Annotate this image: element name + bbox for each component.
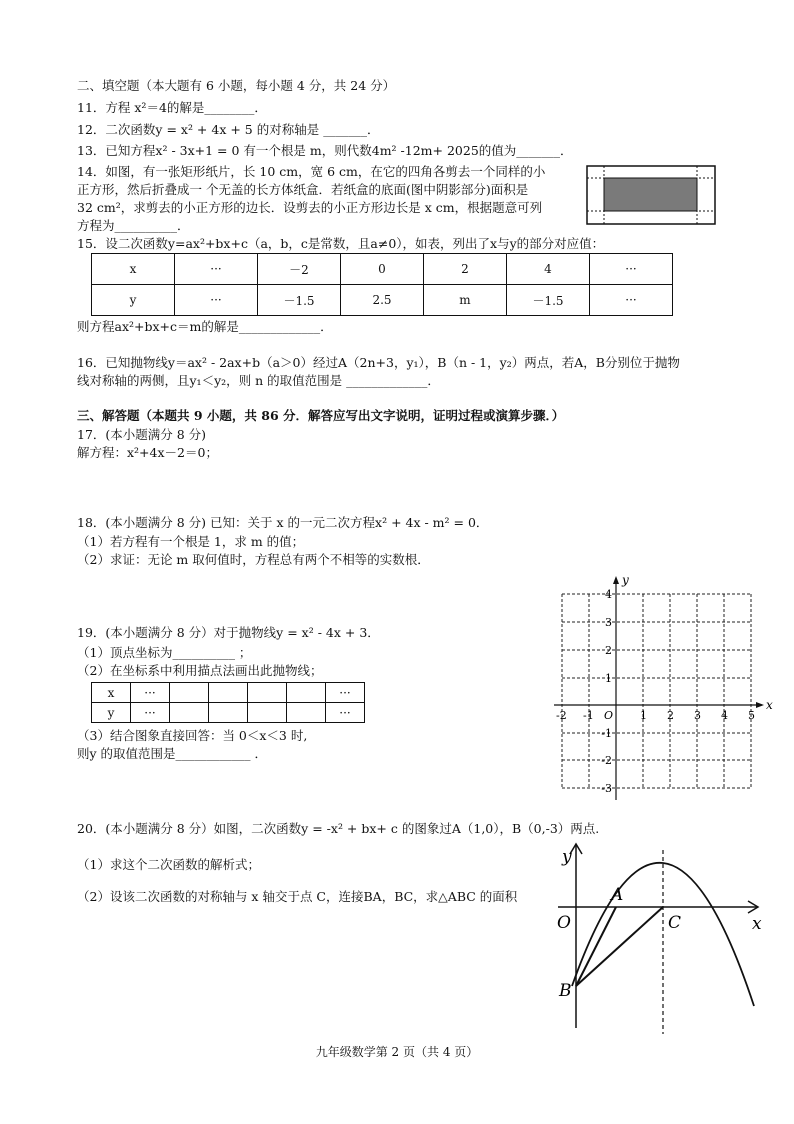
table-cell: y <box>92 703 131 723</box>
table-cell: 2 <box>424 254 507 285</box>
question-19-part3: （3）结合图象直接回答：当 0＜x＜3 时, <box>77 728 308 743</box>
x-tick-label: 1 <box>640 709 647 722</box>
question-13: 13．已知方程x² - 3x+1 = 0 有一个根是 m，则代数4m² -12m+ 2025的值为_______． <box>77 143 573 158</box>
table-cell[interactable] <box>170 703 209 723</box>
origin-label: O <box>557 913 571 933</box>
table-cell: ··· <box>590 285 673 316</box>
y-tick-label: -2 <box>601 754 612 767</box>
table-cell: ··· <box>175 254 258 285</box>
x-tick-label: 5 <box>748 709 755 722</box>
segment-ba <box>576 907 616 986</box>
y-tick-label: 3 <box>605 616 612 629</box>
question-17-body: 解方程：x²+4x－2＝0； <box>77 445 218 460</box>
point-b-label: B <box>559 981 572 1001</box>
q15-value-table <box>91 253 673 316</box>
y-tick-label: 2 <box>605 644 612 657</box>
question-14-line3: 32 cm²，求剪去的小正方形的边长．设剪去的小正方形边长是 x cm，根据题意可列 <box>77 200 543 215</box>
y-tick-label: 1 <box>605 672 612 685</box>
table-cell: x <box>92 683 131 703</box>
question-14-line2: 正方形，然后折叠成一 个无盖的长方体纸盒．若纸盒的底面(图中阴影部分)面积是 <box>77 182 529 197</box>
table-cell: ··· <box>175 285 258 316</box>
question-19-part4: 则y 的取值范围是____________ ． <box>77 746 268 761</box>
table-cell: 0 <box>341 254 424 285</box>
y-axis-label: y <box>622 573 629 587</box>
question-18-head: 18．(本小题满分 8 分) 已知：关于 x 的一元二次方程x² + 4x - m² = 0． <box>77 515 489 530</box>
table-cell: y <box>92 285 175 316</box>
table-cell[interactable] <box>287 683 326 703</box>
question-20-head: 20．(本小题满分 8 分）如图，二次函数y = -x² + bx+ c 的图象过A（1,0），B（0,-3）两点. <box>77 821 600 836</box>
table-cell: －1.5 <box>507 285 590 316</box>
table-row <box>92 703 365 723</box>
question-14-line1: 14．如图，有一张矩形纸片，长 10 cm，宽 6 cm，在它的四角各剪去一个同样的小 <box>77 164 546 179</box>
y-tick-label: 4 <box>605 588 612 601</box>
table-row <box>92 683 365 703</box>
table-cell: ··· <box>326 683 365 703</box>
coordinate-grid <box>536 572 776 804</box>
page-footer: 九年级数学第 2 页（共 4 页） <box>315 1045 479 1059</box>
x-axis-label: x <box>752 914 762 934</box>
question-15-line2: 则方程ax²+bx+c＝m的解是_____________． <box>77 319 333 334</box>
y-tick-label: -3 <box>601 782 612 795</box>
table-cell: ··· <box>326 703 365 723</box>
table-cell[interactable] <box>209 683 248 703</box>
x-tick-label: 3 <box>694 709 701 722</box>
table-cell: ··· <box>131 703 170 723</box>
table-cell: ··· <box>590 254 673 285</box>
table-cell[interactable] <box>209 703 248 723</box>
point-a-label: A <box>611 885 624 905</box>
table-row <box>92 285 673 316</box>
x-tick-label: 4 <box>721 709 728 722</box>
x-tick-label: -2 <box>556 709 567 722</box>
y-axis-label: y <box>562 847 572 867</box>
question-16-line2: 线对称轴的两侧，且y₁＜y₂，则 n 的取值范围是 _____________． <box>77 373 440 388</box>
table-cell: ··· <box>131 683 170 703</box>
question-15-line1: 15．设二次函数y=ax²+bx+c（a，b，c是常数，且a≠0），如表，列出了x与y的部分对应值： <box>77 236 605 251</box>
x-tick-label: 2 <box>667 709 674 722</box>
x-tick-label: -1 <box>583 709 594 722</box>
table-cell[interactable] <box>170 683 209 703</box>
table-cell: 2.5 <box>341 285 424 316</box>
x-axis-label: x <box>766 698 773 712</box>
question-19-part2: （2）在坐标系中利用描点法画出此抛物线； <box>77 663 323 678</box>
table-cell: －2 <box>258 254 341 285</box>
parabola-figure <box>548 838 774 1034</box>
table-cell[interactable] <box>248 683 287 703</box>
fill-blank-section-title: 二、填空题（本大题有 6 小题，每小题 4 分，共 24 分） <box>77 78 396 93</box>
point-c-label: C <box>668 913 682 933</box>
question-18-part2: （2）求证：无论 m 取何值时，方程总有两个不相等的实数根． <box>77 552 430 567</box>
question-19-head: 19．(本小题满分 8 分）对于抛物线y = x² - 4x + 3． <box>77 625 380 640</box>
table-cell: 4 <box>507 254 590 285</box>
question-19-part1: （1）顶点坐标为__________ ； <box>77 645 252 660</box>
question-11: 11．方程 x²＝4的解是________． <box>77 100 267 115</box>
origin-label: O <box>604 709 614 722</box>
question-16-line1: 16．已知抛物线y＝ax² - 2ax+b（a＞0）经过A（2n+3，y₁），B（n - 1，y₂）两点，若A，B分别位于抛物 <box>77 355 680 370</box>
question-14-line4: 方程为__________． <box>77 218 190 233</box>
table-cell: x <box>92 254 175 285</box>
question-18-part1: （1）若方程有一个根是 1，求 m 的值； <box>77 534 305 549</box>
question-20-part1: （1）求这个二次函数的解析式； <box>77 857 260 872</box>
y-tick-label: -1 <box>601 727 612 740</box>
table-row <box>92 254 673 285</box>
question-17-head: 17．(本小题满分 8 分) <box>77 427 207 442</box>
table-cell: －1.5 <box>258 285 341 316</box>
answer-section-title: 三、解答题（本题共 9 小题，共 86 分．解答应写出文字说明，证明过程或演算步骤．） <box>77 408 565 423</box>
question-12: 12．二次函数y = x² + 4x + 5 的对称轴是 _______． <box>77 122 380 137</box>
question-20-part2: （2）设该二次函数的对称轴与 x 轴交于点 C，连接BA，BC，求△ABC 的面积 <box>77 889 518 904</box>
segment-bc <box>576 907 663 986</box>
q19-value-table <box>91 682 365 723</box>
paper-box-figure <box>586 165 716 225</box>
table-cell: m <box>424 285 507 316</box>
table-cell[interactable] <box>287 703 326 723</box>
table-cell[interactable] <box>248 703 287 723</box>
